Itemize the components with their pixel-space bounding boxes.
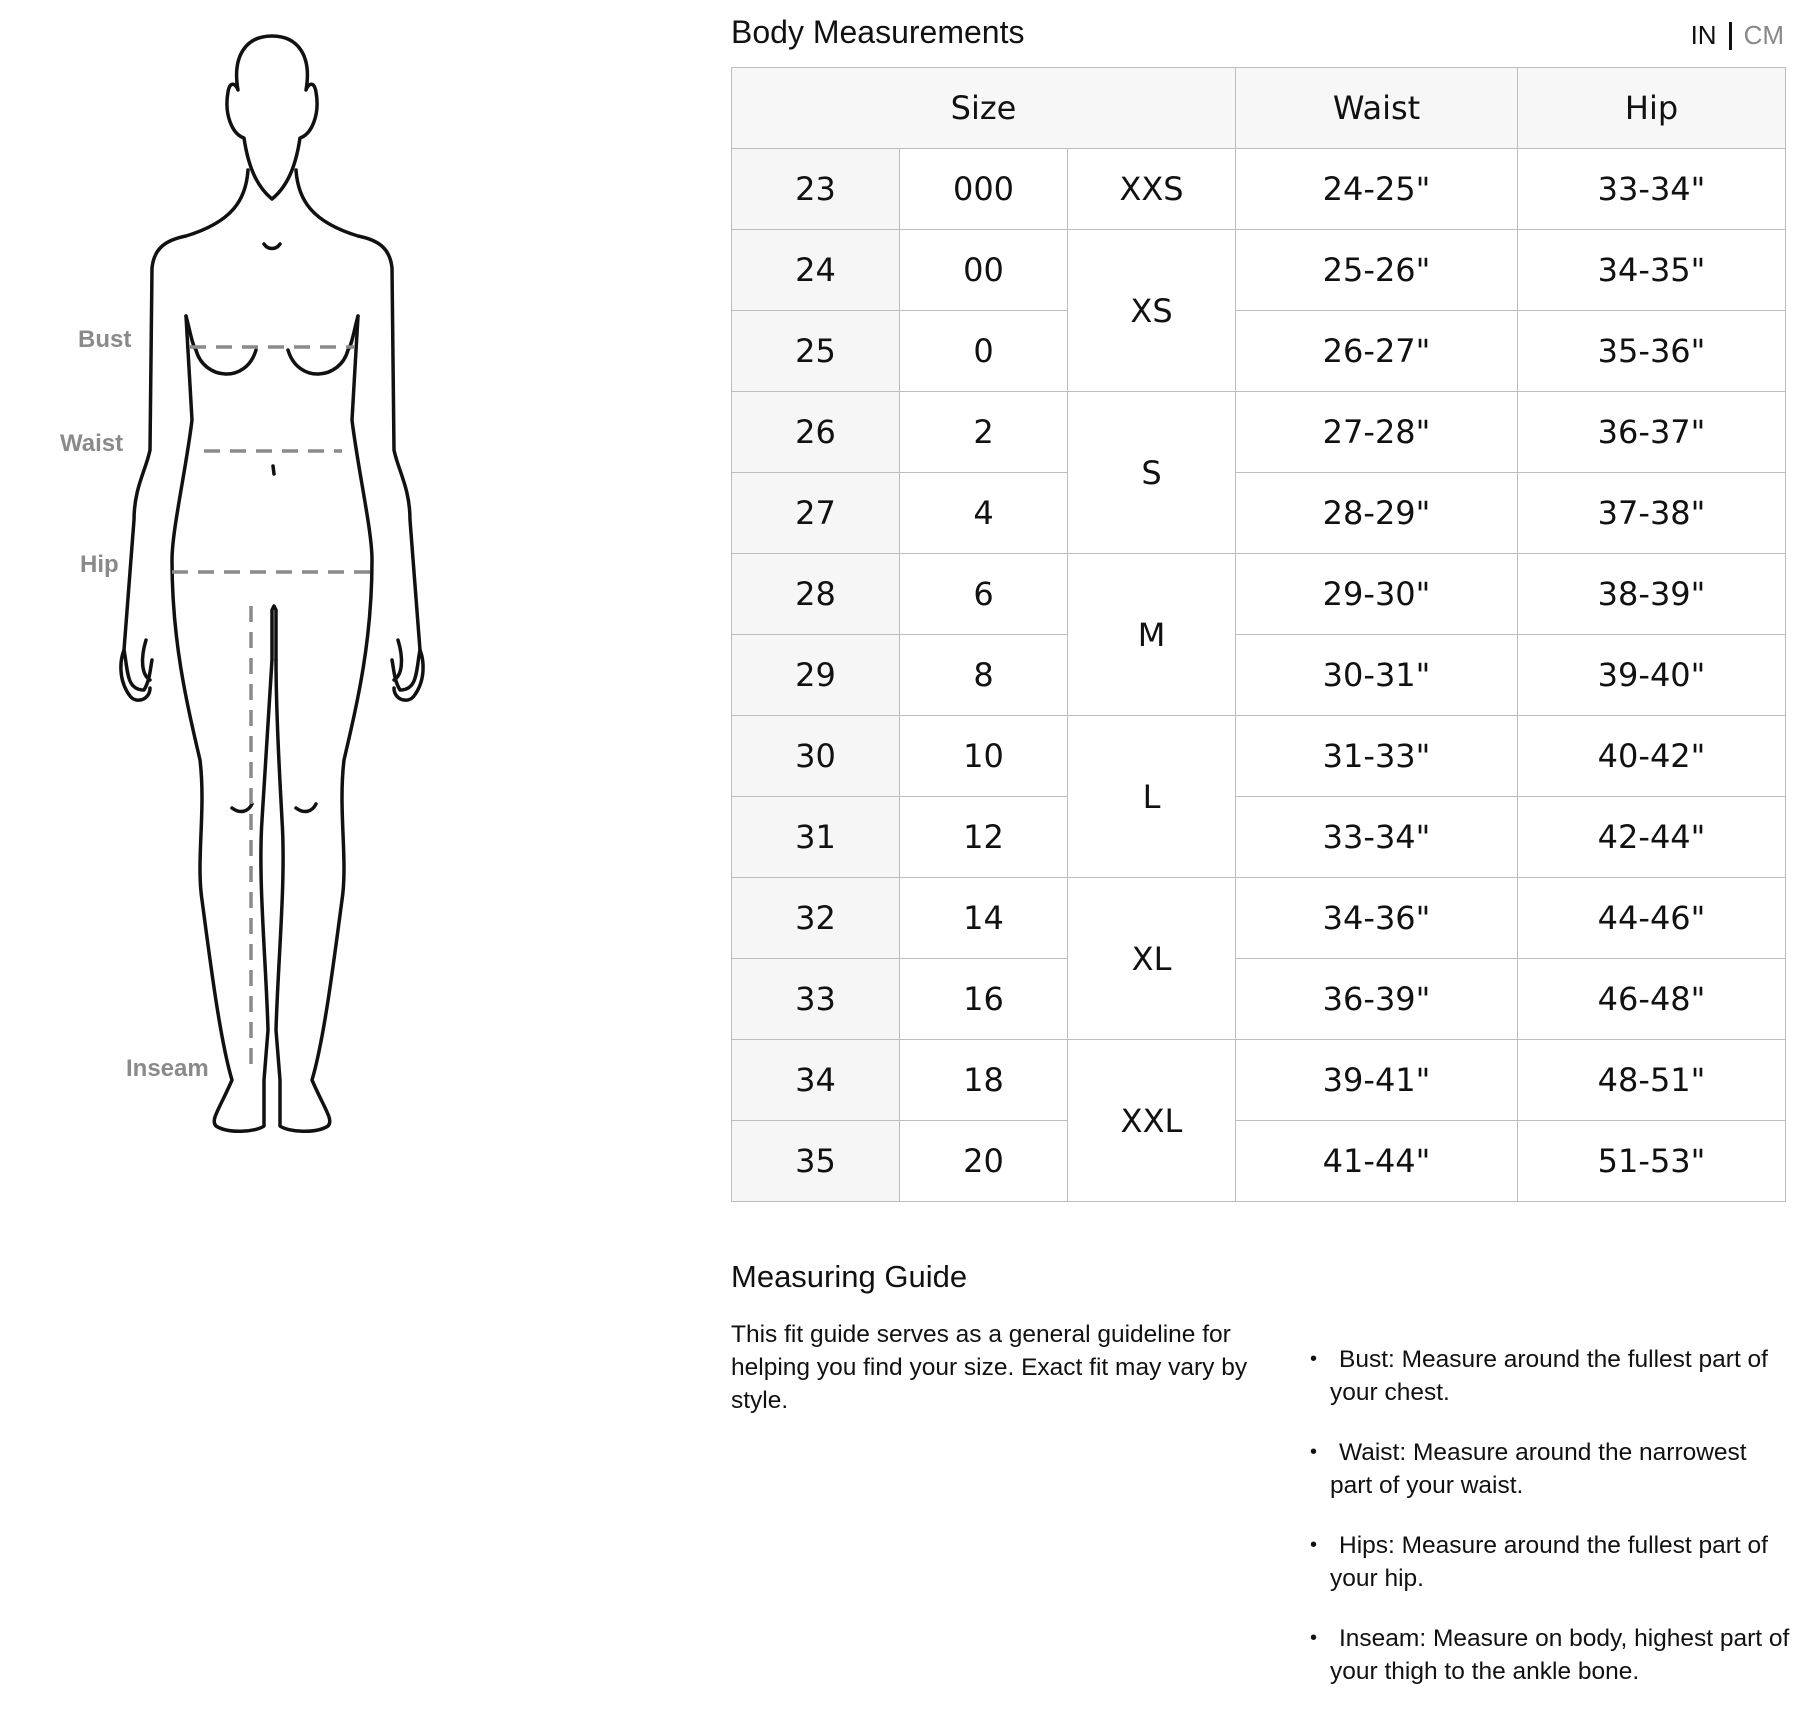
us-size-cell: 6 [900,554,1068,635]
us-size-cell: 14 [900,878,1068,959]
unit-in-button[interactable]: IN [1690,20,1717,50]
page-title: Body Measurements [731,14,1025,50]
us-size-cell: 000 [900,149,1068,230]
size-table [731,67,1786,1202]
list-item [1310,1529,1790,1595]
us-size-cell: 20 [900,1121,1068,1202]
letter-size-cell: XXL [1068,1040,1236,1202]
waist-cell: 36-39" [1236,959,1518,1040]
table-row [732,554,1786,635]
bullet-icon: • [1310,1441,1318,1463]
us-size-cell: 2 [900,392,1068,473]
letter-size-cell: S [1068,392,1236,554]
table-row [732,311,1786,392]
hip-cell: 34-35" [1518,230,1786,311]
us-size-cell: 00 [900,230,1068,311]
table-row [732,878,1786,959]
guide-item-hips: Hips: Measure around the fullest part of your hip. [1330,1532,1768,1592]
guide-item-inseam: Inseam: Measure on body, highest part of your thigh to the ankle bone. [1330,1625,1790,1685]
list-item [1310,1622,1790,1688]
letter-size-cell: L [1068,716,1236,878]
table-row [732,473,1786,554]
table-row [732,392,1786,473]
us-size-cell: 18 [900,1040,1068,1121]
letter-size-cell: XS [1068,230,1236,392]
waist-cell: 27-28" [1236,392,1518,473]
unit-divider [1729,22,1732,50]
hip-cell: 38-39" [1518,554,1786,635]
bullet-icon: • [1310,1348,1318,1370]
body-outline-icon [0,0,720,1200]
guide-item-bust: Bust: Measure around the fullest part of your chest. [1330,1346,1768,1406]
waist-cell: 25-26" [1236,230,1518,311]
size-number-cell: 27 [732,473,900,554]
table-row [732,959,1786,1040]
letter-size-cell: XL [1068,878,1236,1040]
us-size-cell: 10 [900,716,1068,797]
size-number-cell: 31 [732,797,900,878]
bullet-icon: • [1310,1627,1318,1649]
guide-item-waist: Waist: Measure around the narrowest part of your waist. [1330,1439,1747,1499]
waist-cell: 31-33" [1236,716,1518,797]
hip-cell: 48-51" [1518,1040,1786,1121]
waist-label: Waist [60,430,124,457]
waist-cell: 41-44" [1236,1121,1518,1202]
size-number-cell: 29 [732,635,900,716]
measuring-guide-list [1310,1343,1790,1715]
size-number-cell: 30 [732,716,900,797]
table-row [732,1121,1786,1202]
size-number-cell: 33 [732,959,900,1040]
hip-cell: 33-34" [1518,149,1786,230]
waist-cell: 33-34" [1236,797,1518,878]
hip-label: Hip [80,551,119,578]
us-size-cell: 16 [900,959,1068,1040]
hip-cell: 51-53" [1518,1121,1786,1202]
us-size-cell: 4 [900,473,1068,554]
letter-size-cell: M [1068,554,1236,716]
waist-cell: 28-29" [1236,473,1518,554]
table-row [732,635,1786,716]
measuring-guide-intro: This fit guide serves as a general guideline for helping you find your size. Exact fit may vary by style. [731,1321,1248,1414]
us-size-cell: 12 [900,797,1068,878]
body-figure [0,0,720,1200]
size-header: Size [732,68,1236,149]
size-number-cell: 25 [732,311,900,392]
us-size-cell: 8 [900,635,1068,716]
table-row [732,230,1786,311]
table-row [732,716,1786,797]
waist-cell: 29-30" [1236,554,1518,635]
size-number-cell: 26 [732,392,900,473]
measuring-guide-title: Measuring Guide [731,1259,968,1294]
table-header-row [732,68,1786,149]
unit-cm-button[interactable]: CM [1743,20,1784,50]
hip-cell: 36-37" [1518,392,1786,473]
size-number-cell: 35 [732,1121,900,1202]
list-item [1310,1343,1790,1409]
hip-cell: 42-44" [1518,797,1786,878]
waist-cell: 24-25" [1236,149,1518,230]
table-row [732,797,1786,878]
size-number-cell: 23 [732,149,900,230]
size-number-cell: 24 [732,230,900,311]
hip-cell: 39-40" [1518,635,1786,716]
inseam-label: Inseam [126,1055,209,1082]
size-number-cell: 34 [732,1040,900,1121]
size-number-cell: 28 [732,554,900,635]
letter-size-cell: XXS [1068,149,1236,230]
us-size-cell: 0 [900,311,1068,392]
waist-cell: 34-36" [1236,878,1518,959]
waist-cell: 26-27" [1236,311,1518,392]
waist-cell: 30-31" [1236,635,1518,716]
waist-header: Waist [1236,68,1518,149]
size-number-cell: 32 [732,878,900,959]
hip-cell: 40-42" [1518,716,1786,797]
hip-header: Hip [1518,68,1786,149]
bullet-icon: • [1310,1534,1318,1556]
table-row [732,1040,1786,1121]
hip-cell: 37-38" [1518,473,1786,554]
table-row [732,149,1786,230]
list-item [1310,1436,1790,1502]
hip-cell: 46-48" [1518,959,1786,1040]
bust-label: Bust [78,326,132,353]
hip-cell: 35-36" [1518,311,1786,392]
hip-cell: 44-46" [1518,878,1786,959]
waist-cell: 39-41" [1236,1040,1518,1121]
unit-toggle [1691,20,1784,51]
